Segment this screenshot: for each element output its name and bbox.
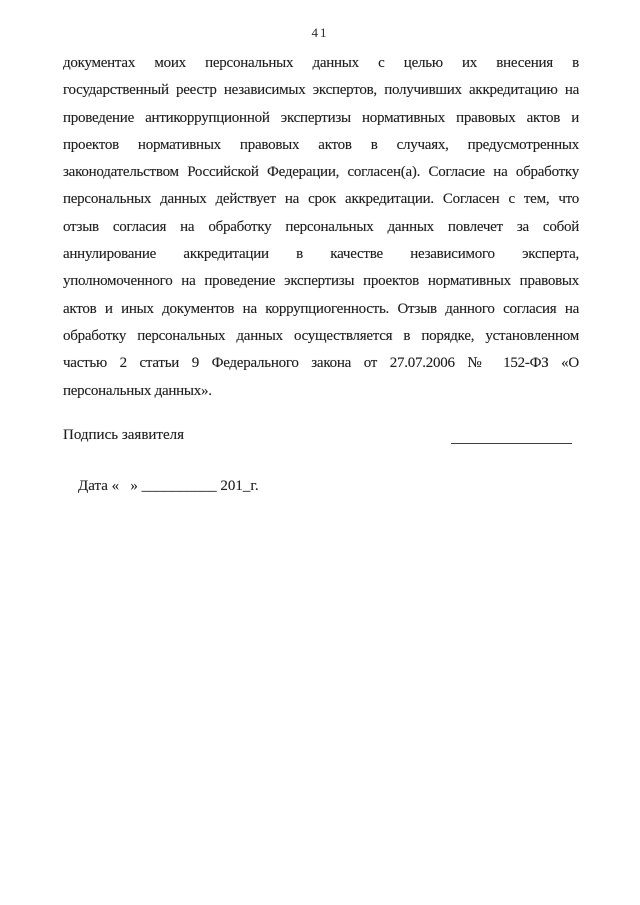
paragraph-line: персональных данных». bbox=[63, 382, 212, 399]
signature-row bbox=[63, 427, 578, 444]
page-number: 41 bbox=[311, 25, 329, 40]
consent-paragraph bbox=[63, 50, 579, 405]
paragraph-line: документах моих персональных данных с целью их внесения в bbox=[63, 55, 579, 71]
paragraph-line: частью 2 статьи 9 Федерального закона от 27.07.2006 № 152-ФЗ «О bbox=[63, 355, 579, 372]
paragraph-line: уполномоченного на проведение экспертизы проектов нормативных правовых bbox=[63, 273, 579, 290]
paragraph-line: обработку персональных данных осуществляется в порядке, установленном bbox=[63, 327, 579, 344]
paragraph-line: актов и иных документов на коррупциогенность. Отзыв данного согласия на bbox=[63, 300, 579, 317]
paragraph-line: законодательством Российской Федерации, согласен(а). Согласие на обработку bbox=[63, 164, 579, 181]
paragraph-line: аннулирование аккредитации в качестве независимого эксперта, bbox=[63, 246, 579, 263]
signature-blank-line bbox=[451, 429, 572, 444]
date-label: Дата « » __________ 201_г. bbox=[78, 478, 259, 494]
signature-label: Подпись заявителя bbox=[63, 427, 185, 443]
paragraph-line: государственный реестр независимых экспертов, получивших аккредитацию на bbox=[63, 82, 579, 99]
paragraph-line: персональных данных действует на срок аккредитации. Согласен с тем, что bbox=[63, 191, 579, 208]
paragraph-line: проектов нормативных правовых актов в случаях, предусмотренных bbox=[63, 136, 579, 153]
date-row bbox=[63, 461, 259, 512]
paragraph-line: проведение антикоррупционной экспертизы нормативных правовых актов и bbox=[63, 109, 579, 126]
paragraph-line: отзыв согласия на обработку персональных данных повлечет за собой bbox=[63, 218, 579, 235]
